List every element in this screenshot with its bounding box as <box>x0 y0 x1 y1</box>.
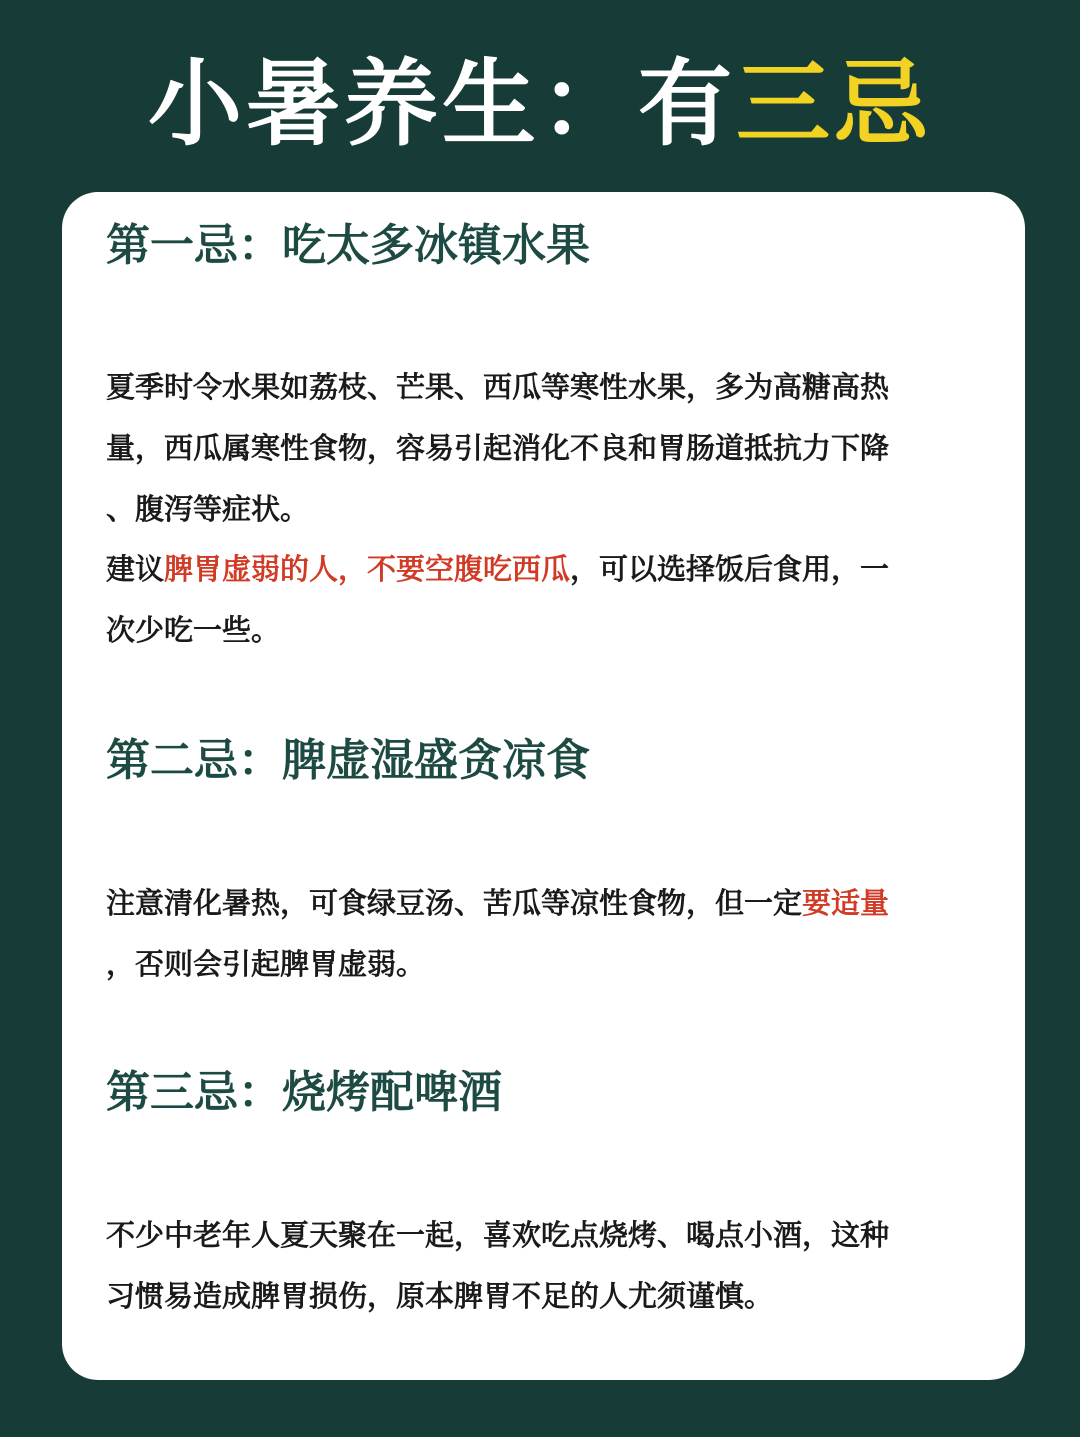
section-1-heading: 第一忌：吃太多冰镇水果 <box>106 220 590 271</box>
paragraph-line: 习惯易造成脾胃损伤，原本脾胃不足的人尤须谨慎。 <box>106 1279 774 1313</box>
paragraph-line: 夏季时令水果如荔枝、芒果、西瓜等寒性水果，多为高糖高热 <box>106 370 890 404</box>
page-title-highlight: 三忌 <box>736 50 933 159</box>
advice-suffix: ，可以选择饭后食用，一 <box>570 552 890 586</box>
section-1-paragraph-1 <box>106 357 976 540</box>
section-1-paragraph-2 <box>106 539 976 661</box>
page-title-main: 小暑养生：有 <box>147 50 736 159</box>
paragraph-line: 不少中老年人夏天聚在一起，喜欢吃点烧烤、喝点小酒，这种 <box>106 1218 890 1252</box>
paragraph-line <box>106 873 976 934</box>
content-card <box>62 192 1025 1380</box>
paragraph-line: 、腹泻等症状。 <box>106 492 310 526</box>
section-3-heading: 第三忌：烧烤配啤酒 <box>106 1067 502 1118</box>
paragraph-line <box>106 539 976 600</box>
paragraph-line: 量，西瓜属寒性食物，容易引起消化不良和胃肠道抵抗力下降 <box>106 431 890 465</box>
paragraph-line: ，否则会引起脾胃虚弱。 <box>106 947 426 981</box>
advice-prefix: 建议 <box>106 552 165 586</box>
advice-emphasis: 脾胃虚弱的人，不要空腹吃西瓜 <box>164 552 571 586</box>
page-title <box>0 50 1080 160</box>
paragraph-line: 次少吃一些。 <box>106 613 281 647</box>
moderation-emphasis: 要适量 <box>802 886 890 920</box>
section-3-paragraph <box>106 1205 976 1327</box>
section-2-paragraph <box>106 873 976 995</box>
paragraph-text: 注意清化暑热，可食绿豆汤、苦瓜等凉性食物，但一定 <box>106 886 803 920</box>
section-2-heading: 第二忌：脾虚湿盛贪凉食 <box>106 735 590 786</box>
